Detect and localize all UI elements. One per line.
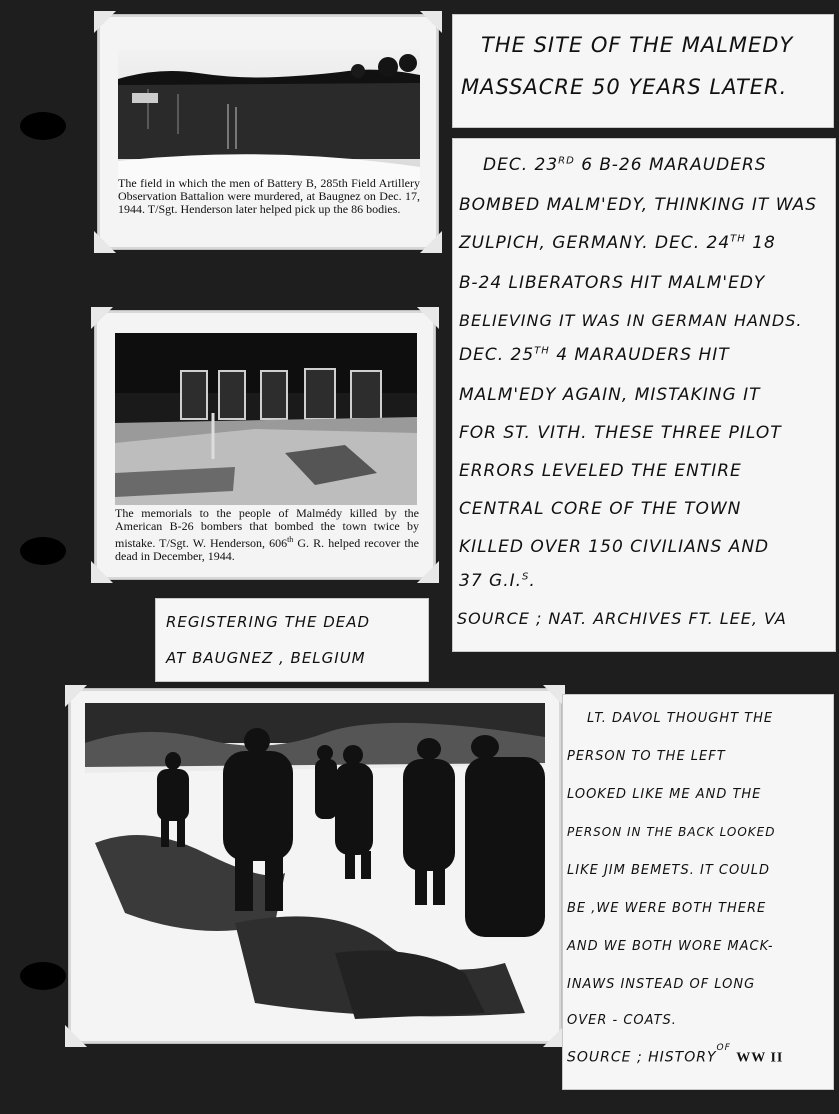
note-davol-line: BE ,WE WERE BOTH THERE [567,901,767,916]
note-davol-recollection [562,694,834,1090]
note-davol-line: OVER - COATS. [567,1013,677,1028]
note-davol-line: AND WE BOTH WORE MACK- [567,939,774,954]
note-davol-line: LT. DAVOL THOUGHT THE [587,711,774,726]
note-bombing-line: FOR ST. VITH. THESE THREE PILOT [459,423,782,443]
binder-hole-bottom [20,962,66,990]
note-bombing-line: DEC. 23RD 6 B-26 MARAUDERS [483,155,767,175]
note-davol-line: PERSON TO THE LEFT [567,749,726,764]
binder-hole-top [20,112,66,140]
note-bombing-line: BOMBED MALM'EDY, THINKING IT WAS [459,195,818,215]
field-photo-caption: The field in which the men of Battery B, 285th Field Artillery Observation Battalion were murdered, at Baugnez on Dec. 17, 1944. T/Sgt. Henderson later helped pick up the 86 bodies. [118,176,420,216]
note-massacre-line-1: THE SITE OF THE MALMEDY [481,33,794,57]
memorials-photo-caption: The memorials to the people of Malmédy killed by the American B-26 bombers that bombed the town twice by mistake. T/Sgt. W. Henderson, 606th G. R. helped recover the dead in December, 1944. [115,506,419,563]
photo-card-baugnez [68,688,562,1044]
note-bombing-line: BELIEVING IT WAS IN GERMAN HANDS. [459,311,803,330]
note-bombing-line: CENTRAL CORE OF THE TOWN [459,499,742,519]
note-massacre-site [452,14,834,128]
note-registering-line-2: AT BAUGNEZ , BELGIUM [166,649,366,667]
note-registering-line-1: REGISTERING THE DEAD [166,613,371,631]
binder-hole-middle [20,537,66,565]
note-davol-source: SOURCE ; $HISTORY^{OF}$ WW II [567,1043,784,1066]
note-bombing-line: ZULPICH, GERMANY. DEC. 24TH 18 [459,233,776,253]
note-massacre-line-2: MASSACRE 50 YEARS LATER. [461,75,788,99]
note-bombing-line: 37 G.I.$^S$. [459,571,536,591]
baugnez-photo [85,703,545,1029]
photo-card-field [97,14,439,250]
note-davol-line: PERSON IN THE BACK LOOKED [567,825,776,839]
note-bombing-line: B-24 LIBERATORS HIT MALM'EDY [459,273,766,293]
memorials-photo [115,333,417,505]
note-davol-line: LIKE JIM BEMETS. IT COULD [567,863,770,878]
note-registering-dead [155,598,429,682]
note-bombing-line: DEC. 25TH 4 MARAUDERS HIT [459,345,730,365]
field-photo [118,49,420,189]
note-davol-line: LOOKED LIKE ME AND THE [567,787,762,802]
note-davol-line: INAWS INSTEAD OF LONG [567,977,756,992]
note-bombing-line: ERRORS LEVELED THE ENTIRE [459,461,742,481]
note-bombing-line: KILLED OVER 150 CIVILIANS AND [459,537,770,557]
photo-card-memorials [94,310,436,580]
note-bombing-source: SOURCE ; NAT. ARCHIVES FT. LEE, VA [457,609,787,628]
note-bombing-line: MALM'EDY AGAIN, MISTAKING IT [459,385,761,405]
note-bombing-history [452,138,836,652]
